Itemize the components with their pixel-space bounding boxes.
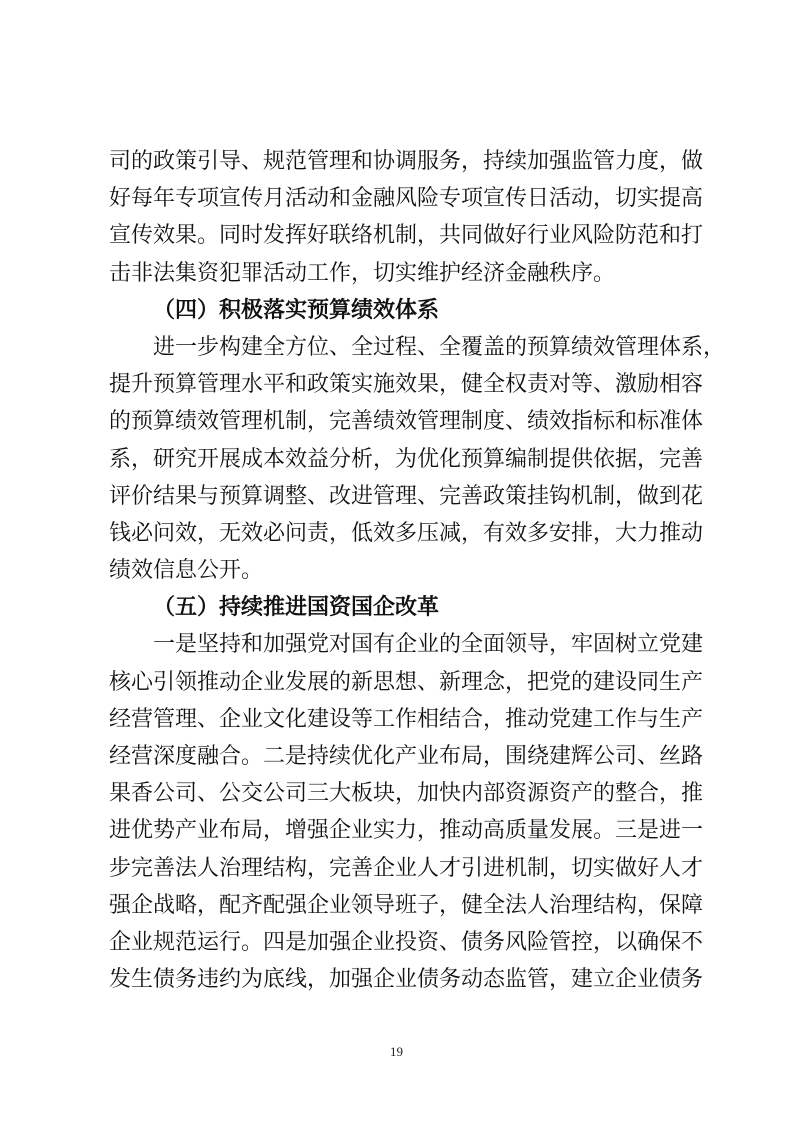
text-line: 钱必问效，无效必问责，低效多压减，有效多安排，大力推动 bbox=[109, 520, 704, 546]
document-body bbox=[109, 143, 726, 998]
text-line: 核心引领推动企业发展的新思想、新理念，把党的建设同生产 bbox=[109, 669, 704, 695]
text-line: 宣传效果。同时发挥好联络机制，共同做好行业风险防范和打 bbox=[109, 223, 704, 249]
section-heading: （五）持续推进国资国企改革 bbox=[153, 594, 440, 621]
text-line: 的预算绩效管理机制，完善绩效管理制度、绩效指标和标准体 bbox=[109, 409, 704, 435]
text-line: 一是坚持和加强党对国有企业的全面领导，牢固树立党建 bbox=[153, 632, 704, 658]
text-line: 提升预算管理水平和政策实施效果，健全权责对等、激励相容 bbox=[109, 372, 704, 398]
paragraph bbox=[109, 626, 704, 998]
text-line: 好每年专项宣传月活动和金融风险专项宣传日活动，切实提高 bbox=[109, 186, 704, 212]
text-line: 发生债务违约为底线，加强企业债务动态监管，建立企业债务 bbox=[109, 967, 704, 993]
text-line: 强企战略，配齐配强企业领导班子，健全法人治理结构，保障 bbox=[109, 892, 704, 918]
paragraph bbox=[109, 329, 726, 589]
paragraph bbox=[109, 143, 704, 292]
text-line: 评价结果与预算调整、改进管理、完善政策挂钩机制，做到花 bbox=[109, 483, 704, 509]
text-line: 系，研究开展成本效益分析，为优化预算编制提供依据，完善 bbox=[109, 446, 704, 472]
text-line: 击非法集资犯罪活动工作，切实维护经济金融秩序。 bbox=[109, 260, 616, 286]
page-number: 19 bbox=[390, 1044, 403, 1059]
text-line: 企业规范运行。四是加强企业投资、债务风险管控，以确保不 bbox=[109, 929, 704, 955]
text-line: 经营管理、企业文化建设等工作相结合，推动党建工作与生产 bbox=[109, 706, 704, 732]
text-line: 司的政策引导、规范管理和协调服务，持续加强监管力度，做 bbox=[109, 149, 704, 174]
text-line: 经营深度融合。二是持续优化产业布局，围绕建辉公司、丝路 bbox=[109, 744, 704, 769]
text-line: 绩效信息公开。 bbox=[109, 558, 264, 584]
text-line: 步完善法人治理结构，完善企业人才引进机制，切实做好人才 bbox=[109, 855, 704, 881]
text-line: 进优势产业布局，增强企业实力，推动高质量发展。三是进一 bbox=[109, 818, 704, 844]
text-line: 果香公司、公交公司三大板块，加快内部资源资产的整合，推 bbox=[109, 781, 704, 807]
text-line: 进一步构建全方位、全过程、全覆盖的预算绩效管理体系， bbox=[153, 334, 726, 360]
section-heading: （四）积极落实预算绩效体系 bbox=[153, 296, 440, 323]
